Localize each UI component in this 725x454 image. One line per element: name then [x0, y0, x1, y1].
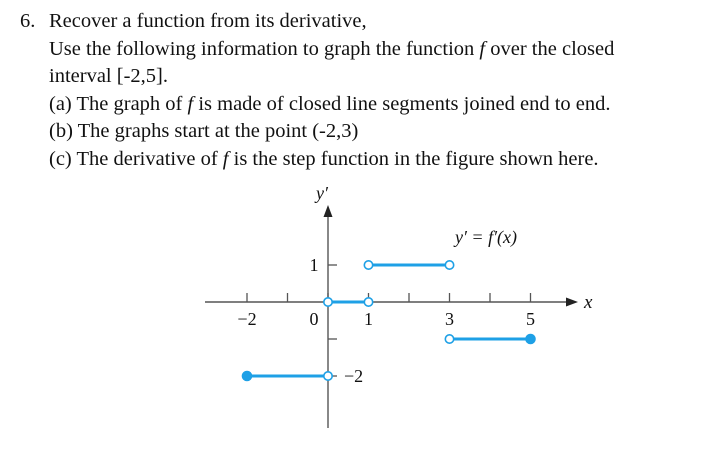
x-tick-label: 3: [445, 309, 454, 329]
step-segment-group: [243, 261, 536, 381]
instruction-text: Use the following information to graph the function: [49, 37, 480, 60]
function-symbol: f: [187, 92, 194, 115]
open-endpoint: [324, 372, 332, 380]
function-symbol: f: [479, 37, 486, 60]
problem-title: Recover a function from its derivative,: [49, 10, 367, 32]
part-a-text: (a) The graph of: [49, 92, 188, 115]
x-axis-arrow: [566, 298, 578, 307]
x-tick-label: 1: [364, 309, 373, 329]
y-axis-arrow: [324, 205, 333, 217]
part-a-text-end: is made of closed line segments joined end to end.: [193, 92, 611, 115]
function-symbol: f: [222, 147, 229, 170]
open-endpoint: [445, 261, 453, 269]
y-axis-label: y′: [316, 183, 328, 203]
problem-number: 6.: [20, 10, 36, 32]
open-endpoint: [445, 335, 453, 343]
closed-endpoint: [243, 372, 252, 381]
function-label: y′ = f′(x): [455, 227, 517, 247]
closed-endpoint: [526, 335, 535, 344]
part-b: (b) The graphs start at the point (-2,3): [49, 120, 359, 142]
interval-line: interval [-2,5].: [49, 65, 168, 87]
open-endpoint: [364, 298, 372, 306]
x-tick-label: 0: [309, 309, 319, 329]
x-axis-label: x: [584, 292, 593, 313]
y-tick-group: [328, 265, 337, 376]
y-tick-label: −2: [344, 366, 364, 386]
part-c-text-end: is the step function in the figure shown here.: [228, 147, 599, 170]
x-tick-label-group: [237, 309, 535, 329]
open-endpoint: [364, 261, 372, 269]
y-tick-label: 1: [309, 255, 319, 275]
x-tick-label: 5: [526, 309, 535, 329]
x-tick-label: −2: [237, 309, 257, 329]
x-tick-group: [247, 293, 531, 302]
open-endpoint: [324, 298, 332, 306]
instruction-text-end: over the closed: [485, 37, 615, 60]
part-c-text: (c) The derivative of: [49, 147, 223, 170]
